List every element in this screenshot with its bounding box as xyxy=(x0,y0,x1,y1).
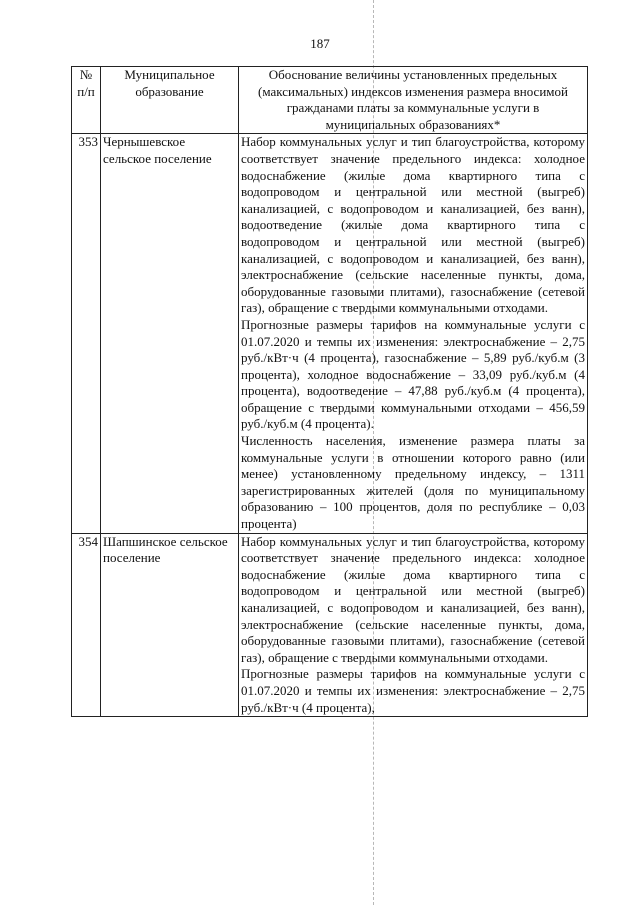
header-number: № п/п xyxy=(72,67,101,134)
row-number: 353 xyxy=(72,134,101,533)
paragraph-services: Набор коммунальных услуг и тип благоустройства, которому соответствует значение предельного индекса: холодное водоснабжение (жилые дома квартирного типа с водопроводом и центральной или местной (выгреб) канализацией, с водопроводом и канализацией, без ванн), электроснабжение (сельские населенные пункты, дома, оборудованные газовыми плитами), газоснабжение (сетевой газ), обращение с твердыми коммунальными отходами. xyxy=(241,533,585,665)
tariff-table xyxy=(71,66,588,717)
header-municipality: Муниципальное образование xyxy=(101,67,239,134)
table-row xyxy=(72,533,588,717)
row-basis xyxy=(239,533,588,717)
header-basis: Обоснование величины установленных предельных (максимальных) индексов изменения размера вносимой гражданами платы за коммунальные услуги в муниципальных образованиях* xyxy=(239,67,588,134)
table-header-row xyxy=(72,67,588,134)
paragraph-tariffs: Прогнозные размеры тарифов на коммунальные услуги с 01.07.2020 и темпы их изменения: электроснабжение – 2,75 руб./кВт·ч (4 процента), xyxy=(241,666,585,715)
page-number: 187 xyxy=(310,36,330,51)
row-municipality: Чернышевское сельское поселение xyxy=(101,134,239,533)
table-row xyxy=(72,134,588,533)
paragraph-services: Набор коммунальных услуг и тип благоустройства, которому соответствует значение предельного индекса: холодное водоснабжение (жилые дома квартирного типа с водопроводом и центральной или местной (выгреб) канализацией, с водопроводом и канализацией, без ванн), водоотведение (жилые дома квартирного типа с водопроводом и центральной или местной (выгреб) канализацией, с водопроводом и канализацией, без ванн), электроснабжение (сельские населенные пункты, дома, оборудованные газовыми плитами), газоснабжение (сетевой газ), обращение с твердыми коммунальными отходами. xyxy=(241,134,585,316)
paragraph-population: Численность населения, изменение размера платы за коммунальные услуги в отношении которого равно (или менее) установленному предельному индексу, – 1311 зарегистрированных жителей (доля по муниципальному образованию – 100 процентов, доля по республике – 0,03 процента) xyxy=(241,433,585,532)
paragraph-tariffs: Прогнозные размеры тарифов на коммунальные услуги с 01.07.2020 и темпы их изменения: электроснабжение – 2,75 руб./кВт·ч (4 процента), газоснабжение – 5,89 руб./куб.м (3 процента), холодное водоснабжение – 33,09 руб./куб.м (4 процента), водоотведение – 47,88 руб./куб.м (4 процента), обращение с твердыми коммунальными отходами – 456,59 руб./куб.м (4 процента). xyxy=(241,316,585,432)
row-municipality: Шапшинское сельское поселение xyxy=(101,533,239,717)
row-number: 354 xyxy=(72,533,101,717)
row-basis xyxy=(239,134,588,533)
